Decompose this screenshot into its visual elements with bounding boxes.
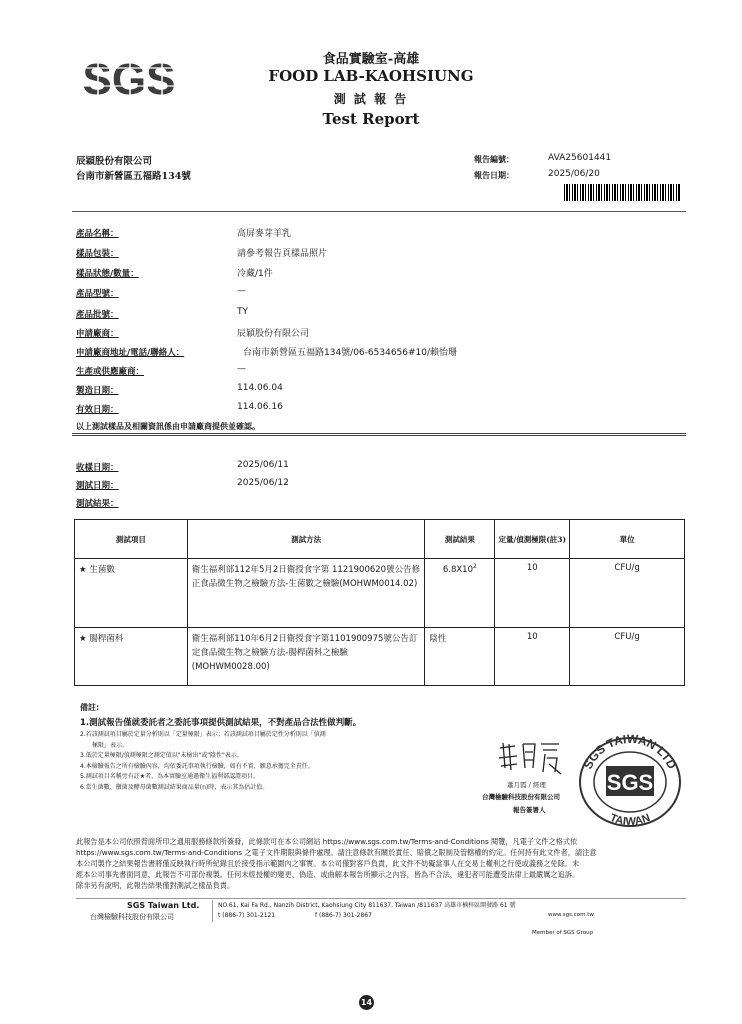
info-value: 高屏麥芽羊乳	[237, 229, 292, 239]
test-method: 衛生福利部110年6月2日衛授食字第1101900975號公告訂定食品微生物之檢驗方法-腸桿菌科之檢驗(MOHWM0028.00)	[187, 628, 425, 686]
note-item: 4.本檢驗報告之所有檢驗內容，均依委託事項執行檢驗，如有不實，願意承擔完全責任。	[80, 762, 314, 770]
test-unit: CFU/g	[570, 559, 685, 628]
page-number-badge: 14	[359, 995, 374, 1010]
test-result	[425, 559, 495, 628]
result-base: 6.8X10	[442, 564, 474, 575]
receive-date-value: 2025/06/11	[237, 460, 289, 470]
results-table	[74, 519, 685, 686]
report-no-label: 報告編號：	[474, 154, 514, 164]
info-label: 生產或供應廠商：	[76, 367, 145, 377]
table-row	[75, 628, 685, 686]
info-label: 製造日期：	[76, 386, 119, 396]
signatory-company: 台灣檢驗科技股份有限公司	[482, 793, 560, 801]
seal-top-text: SGS TAIWAN LTD	[580, 731, 680, 772]
terms-line: 本公司製作之結果報告書將僅反映執行時所紀錄且於接受指示範圍內之事實。本公司僅對客戶負責，此文件不妨礙當事人在交易上權利之行使或義務之免除。未	[76, 859, 580, 868]
test-item: ★ 生菌數	[75, 559, 188, 628]
footer-company-zh: 台灣檢驗科技股份有限公司	[90, 913, 174, 921]
info-value: —	[237, 286, 246, 296]
footer-divider	[76, 898, 686, 899]
test-limit: 10	[495, 559, 570, 628]
sgs-taiwan-seal	[566, 730, 694, 835]
test-limit: 10	[495, 628, 570, 686]
test-result-label: 測試結果：	[76, 499, 119, 509]
test-unit: CFU/g	[570, 628, 685, 686]
info-value: 冷藏/1件	[237, 269, 273, 279]
client-address: 台南市新營區五福路134號	[76, 171, 191, 182]
footer-fax: f (886-7) 301-2867	[315, 912, 372, 919]
svg-text:TAIWAN	[608, 812, 652, 828]
signatory-name: 蕭月霞 / 經理	[507, 781, 546, 789]
seal-center-text: SGS	[606, 770, 654, 795]
report-date-value: 2025/06/20	[548, 169, 600, 179]
terms-line: 除非另有說明，此報告結果僅對測試之樣品負責。	[76, 881, 235, 890]
report-no-value: AVA25601441	[548, 153, 612, 163]
lab-title-en: FOOD LAB-KAOHSIUNG	[268, 67, 474, 85]
notes-title: 備註:	[80, 703, 100, 712]
terms-line: https://www.sgs.com.tw/Terms-and-Conditions 之電子文件期限與條件處理。請注意條款有關於責任、賠償之限制及管轄權的約定。任何持有此文件者，請注意	[76, 848, 597, 857]
note-item: 5.測試項目名稱旁有註★者，為本實驗室通過衛生福利部認證項目。	[80, 773, 260, 780]
info-value: TY	[237, 307, 248, 317]
seal-bottom-text: TAIWAN	[608, 811, 652, 828]
table-header-row	[75, 520, 685, 559]
table-header: 單位	[570, 520, 685, 559]
note-item: 極限」表示。	[92, 741, 129, 749]
info-value: —	[237, 364, 246, 374]
note-item: 1.測試報告僅就委託者之委託事項提供測試結果，不對產品合法性做判斷。	[80, 718, 362, 728]
footer-address: NO.61, Kai Fa Rd., Nanzih District, Kaohsiung City 811637, Taiwan /811637 高雄市楠梓區開發路 61 號	[218, 902, 516, 909]
report-date-label: 報告日期：	[474, 170, 514, 180]
table-header: 測試結果	[425, 520, 495, 559]
terms-line: 此報告是本公司依照背面所印之通用服務條款所簽發，此條款可在本公司網站 https://www.sgs.com.tw/Terms-and-Conditions 閱覽，凡電子文件之格式依	[76, 837, 578, 846]
footer-company-en: SGS Taiwan Ltd.	[127, 901, 200, 910]
table-header: 測試方法	[187, 520, 425, 559]
svg-text:SGS: SGS	[82, 55, 176, 104]
info-value: 114.06.04	[237, 383, 283, 393]
info-value: 114.06.16	[237, 402, 283, 412]
info-label: 產品名稱：	[76, 229, 119, 239]
client-name: 辰穎股份有限公司	[76, 156, 153, 167]
table-row	[75, 559, 685, 628]
divider	[72, 211, 686, 212]
note-item: 2.若該測試項目屬於定量分析則以「定量極限」表示；若該測試項目屬於定性分析則以「偵測	[80, 731, 326, 738]
note-item: 6.當生菌數、黴菌及酵母菌數測試結果商品量(n)時，表示其為估計值。	[80, 783, 269, 791]
report-title-zh: 測 試 報 告	[333, 92, 409, 106]
info-value: 辰穎股份有限公司	[237, 329, 310, 339]
info-label: 申請廠商地址/電話/聯絡人：	[76, 348, 185, 358]
table-header: 測試項目	[75, 520, 188, 559]
test-date-label: 測試日期：	[76, 481, 119, 491]
report-title-en: Test Report	[322, 110, 420, 128]
test-item: ★ 腸桿菌科	[75, 628, 188, 686]
info-label: 產品批號：	[76, 310, 119, 320]
test-method: 衛生福利部112年5月2日衛授食字第 1121900620號公告修正食品微生物之檢驗方法-生菌數之檢驗(MOHWM0014.02)	[187, 559, 425, 628]
info-label: 有效日期：	[76, 405, 119, 415]
info-value: 台南市新營區五福路134號/06-6534656#10/賴怡珊	[243, 348, 458, 358]
signatory-caption: 報告簽署人	[513, 806, 546, 814]
test-date-value: 2025/06/12	[237, 478, 289, 488]
info-label: 樣品包裝：	[76, 249, 119, 259]
notes-list	[80, 730, 470, 793]
note-item: 3.低於定量極限/偵測極限之測定值以"未檢出"或"陰性"表示。	[80, 752, 243, 759]
disclaimer-line: 以上測試樣品及相關資訊係由申請廠商提供並確認。	[76, 421, 260, 431]
footer-web: www.sgs.com.tw	[548, 912, 594, 918]
receive-date-label: 收樣日期：	[76, 463, 119, 473]
handwritten-signature	[495, 738, 565, 778]
footer-tel: t (886-7) 301-2121	[218, 912, 276, 919]
info-label: 申請廠商：	[76, 329, 119, 339]
terms-line: 經本公司事先書面同意，此報告不可部份複製。任何未經授權的變更、偽造、或曲解本報告所顯示之內容，皆為不合法，違犯者可能遭受法律上最嚴厲之追訴。	[76, 870, 580, 879]
barcode	[564, 184, 681, 201]
info-label: 樣品狀態/數量：	[76, 269, 139, 279]
info-label: 產品型號：	[76, 289, 119, 299]
divider	[72, 433, 686, 436]
terms-block	[76, 836, 686, 891]
footer-member: Member of SGS Group	[532, 930, 594, 936]
lab-title-zh: 食品實驗室-高雄	[322, 52, 420, 67]
result-exponent: 2	[473, 563, 477, 570]
table-header: 定量/偵測極限(註3)	[495, 520, 570, 559]
info-value: 請參考報告頁樣品照片	[237, 249, 328, 259]
footer-separator	[212, 900, 213, 922]
test-result: 陰性	[425, 628, 495, 686]
